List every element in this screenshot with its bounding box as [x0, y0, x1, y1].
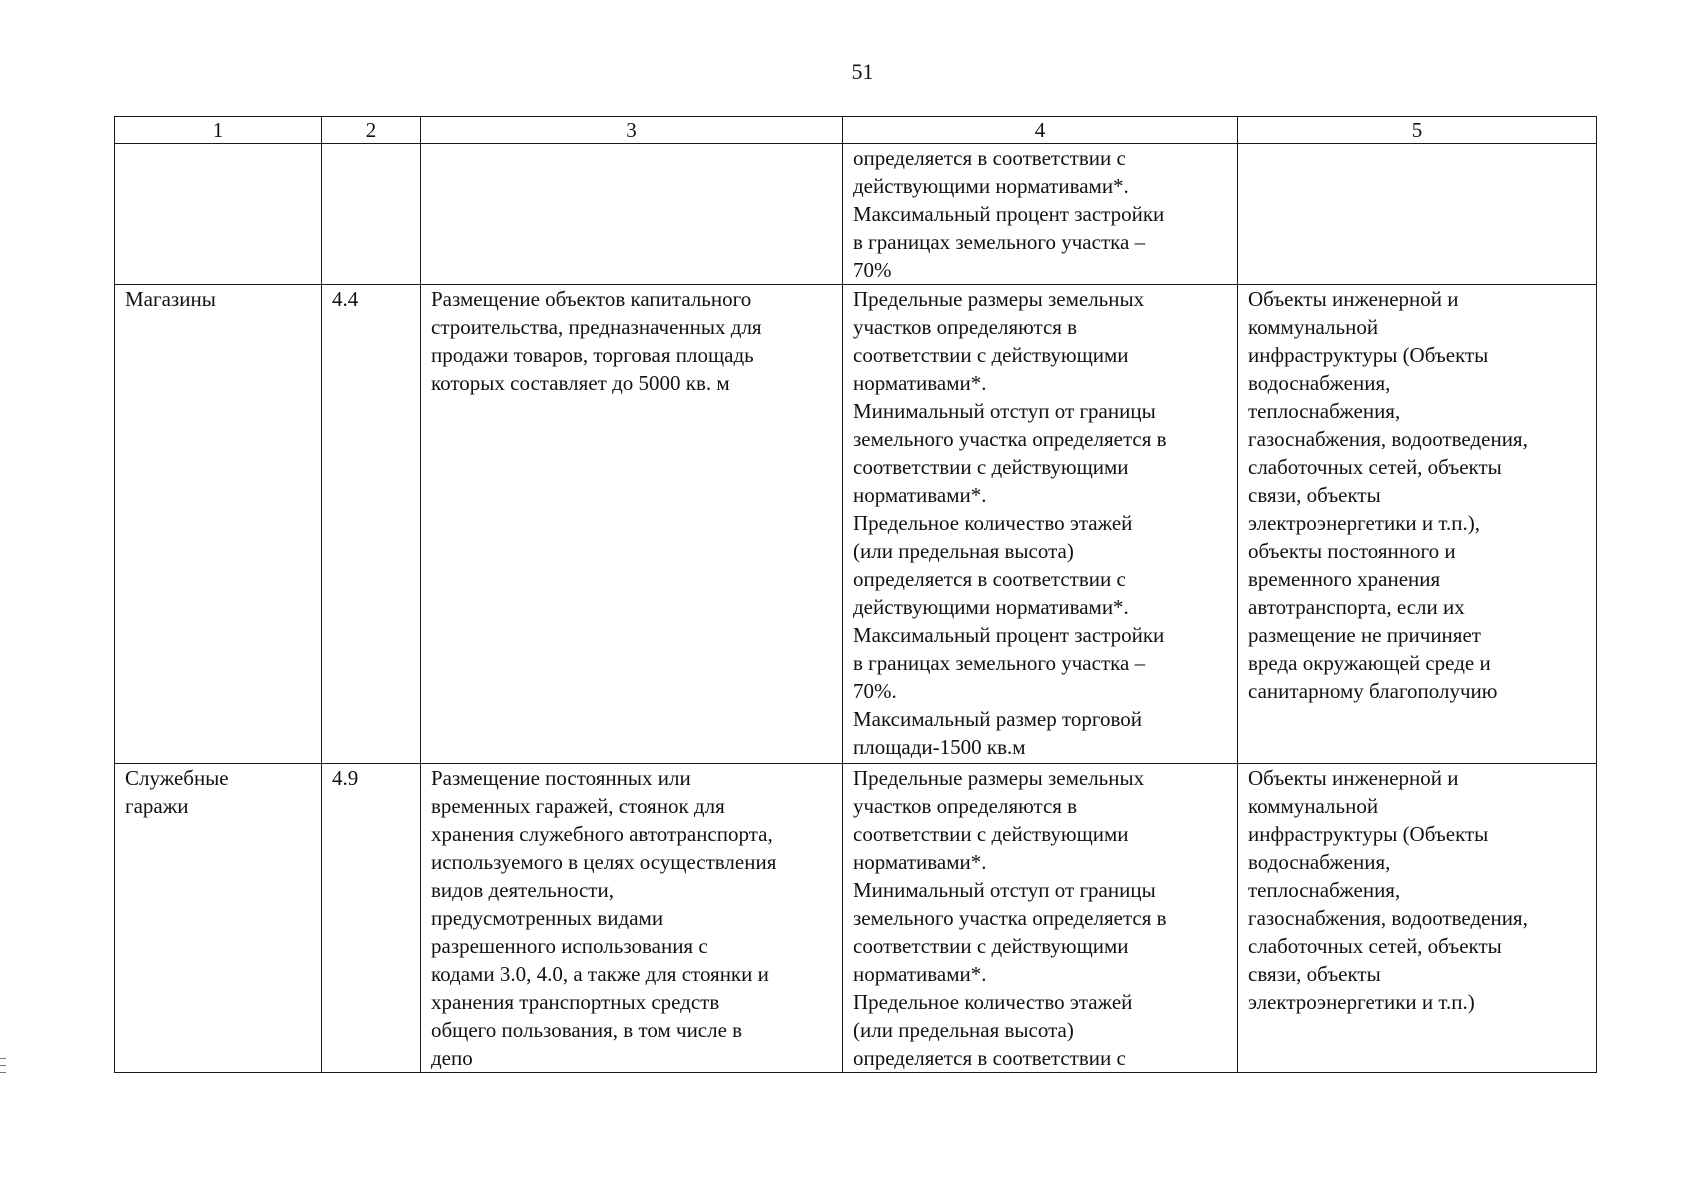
use-name-cell — [115, 144, 322, 285]
use-code-cell — [322, 144, 421, 285]
scan-edge-marks — [0, 1058, 8, 1079]
column-header-2: 2 — [322, 117, 421, 144]
table-row — [115, 764, 1597, 1073]
use-description-cell: Размещение постоянных или временных гаражей, стоянок для хранения служебного автотранспорта, используемого в целях осуществления видов деятельности, предусмотренных видами разрешенного использования с кодами 3.0, 4.0, а также для стоянки и хранения транспортных средств общего пользования, в том числе в депо — [421, 764, 843, 1073]
use-name-cell: Магазины — [115, 285, 322, 764]
parameters-cell: Предельные размеры земельных участков определяются в соответствии с действующими нормативами*. Минимальный отступ от границы земельного участка определяется в соответствии с действующими нормативами*. Предельное количество этажей (или предельная высота) определяется в соответствии с — [843, 764, 1238, 1073]
use-code-cell: 4.4 — [322, 285, 421, 764]
table-row — [115, 144, 1597, 285]
table-header-row — [115, 117, 1597, 144]
parameters-cell: Предельные размеры земельных участков определяются в соответствии с действующими нормативами*. Минимальный отступ от границы земельного участка определяется в соответствии с действующими нормативами*. Предельное количество этажей (или предельная высота) определяется в соответствии с действующими нормативами*. Максимальный процент застройки в границах земельного участка – 70%. Максимальный размер торговой площади-1500 кв.м — [843, 285, 1238, 764]
column-header-5: 5 — [1238, 117, 1597, 144]
table-row — [115, 285, 1597, 764]
column-header-1: 1 — [115, 117, 322, 144]
use-description-cell: Размещение объектов капитального строительства, предназначенных для продажи товаров, торговая площадь которых составляет до 5000 кв. м — [421, 285, 843, 764]
page-number: 51 — [851, 59, 874, 84]
use-code-cell: 4.9 — [322, 764, 421, 1073]
use-description-cell — [421, 144, 843, 285]
auxiliary-uses-cell: Объекты инженерной и коммунальной инфраструктуры (Объекты водоснабжения, теплоснабжения, газоснабжения, водоотведения, слаботочных сетей, объекты связи, объекты электроэнергетики и т.п.), объекты постоянного и временного хранения автотранспорта, если их размещение не причиняет вреда окружающей среде и санитарному благополучию — [1238, 285, 1597, 764]
land-use-table — [114, 116, 1597, 1073]
auxiliary-uses-cell: Объекты инженерной и коммунальной инфраструктуры (Объекты водоснабжения, теплоснабжения, газоснабжения, водоотведения, слаботочных сетей, объекты связи, объекты электроэнергетики и т.п.) — [1238, 764, 1597, 1073]
column-header-4: 4 — [843, 117, 1238, 144]
column-header-3: 3 — [421, 117, 843, 144]
parameters-cell: определяется в соответствии с действующими нормативами*. Максимальный процент застройки в границах земельного участка – 70% — [843, 144, 1238, 285]
use-name-cell: Служебные гаражи — [115, 764, 322, 1073]
auxiliary-uses-cell — [1238, 144, 1597, 285]
